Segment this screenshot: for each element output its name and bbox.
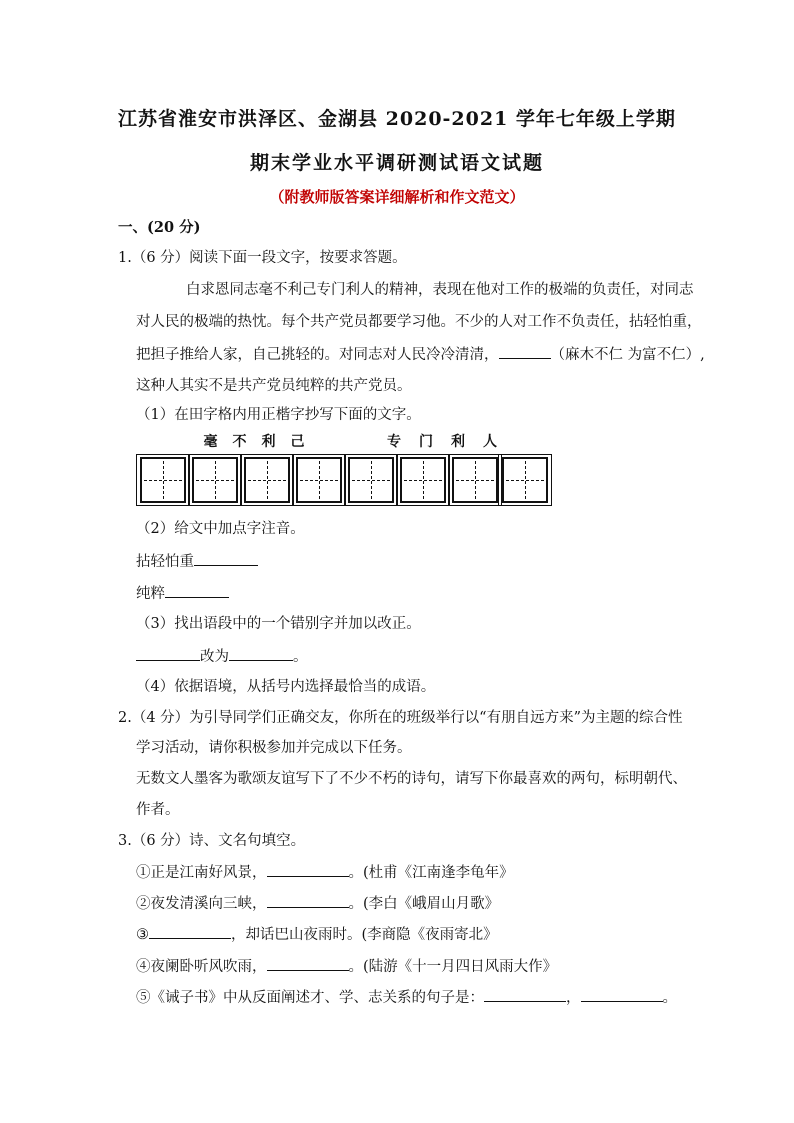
- pinyin-word-1: 拈轻怕重: [136, 554, 194, 570]
- pinyin-word-2: 纯粹: [136, 586, 165, 602]
- grid-char: 利: [261, 434, 276, 450]
- correction-row: [136, 646, 308, 667]
- q3-item-4-blank[interactable]: [267, 956, 349, 971]
- subtitle: （附教师版答案详细解析和作文范文）: [269, 188, 525, 206]
- passage-line-3-text: 把担子推给人家，自己挑轻的。对同志对人民冷冷清清，: [136, 347, 499, 363]
- q3-item-5-pre: ⑤《诫子书》中从反面阐述才、学、志关系的句子是：: [136, 990, 484, 1006]
- title-line-1: 江苏省淮安市洪泽区、金湖县 2020-2021 学年七年级上学期: [118, 108, 676, 130]
- grid-label-group-2: [378, 431, 506, 451]
- q3-item-2-post: 。(李白《峨眉山月歌》: [348, 896, 500, 912]
- grid-char: 门: [419, 434, 433, 450]
- grid-cell[interactable]: [348, 457, 394, 503]
- q3-intro: 3.（6 分）诗、文名句填空。: [118, 833, 306, 849]
- q3-item-1-pre: ①正是江南好风景，: [136, 865, 267, 881]
- grid-cell[interactable]: [400, 457, 446, 503]
- pinyin-item-1: [136, 551, 258, 572]
- grid-char: 人: [483, 434, 497, 450]
- q3-item-5: [136, 987, 677, 1008]
- q2-line-1: 2.（4 分）为引导同学们正确交友，你所在的班级举行以“有朋自远方来”为主题的综合性: [118, 710, 683, 726]
- q1-intro: 1.（6 分）阅读下面一段文字，按要求答题。: [118, 250, 407, 266]
- pinyin-blank-1[interactable]: [194, 551, 258, 566]
- q2-line-3: 无数文人墨客为歌颂友谊写下了不少不朽的诗句，请写下你最喜欢的两句，标明朝代、: [136, 771, 687, 787]
- q2-line-4: 作者。: [136, 802, 180, 818]
- correction-period: 。: [293, 649, 308, 665]
- q3-item-3-pre: ③: [136, 927, 149, 943]
- grid-cell[interactable]: [296, 457, 342, 503]
- q3-item-1-blank[interactable]: [267, 862, 349, 877]
- correction-label: 改为: [200, 649, 229, 665]
- passage-line-1: 白求恩同志毫不利己专门利人的精神，表现在他对工作的极端的负责任，对同志: [186, 282, 694, 298]
- q3-item-3-blank[interactable]: [149, 924, 231, 939]
- q3-item-1: [136, 862, 514, 883]
- q3-item-3: [136, 924, 498, 945]
- q1-sub3: （3）找出语段中的一个错别字并加以改正。: [136, 616, 421, 632]
- grid-char: 毫: [203, 434, 218, 450]
- q3-item-2: [136, 893, 499, 914]
- title-line-2: 期末学业水平调研测试语文试题: [249, 152, 544, 174]
- q3-item-1-post: 。(杜甫《江南逢李龟年》: [348, 865, 514, 881]
- pinyin-item-2: [136, 583, 229, 604]
- grid-char: 己: [290, 434, 305, 450]
- q3-item-4: [136, 956, 557, 977]
- idiom-blank[interactable]: [499, 344, 551, 359]
- q3-item-2-blank[interactable]: [267, 893, 349, 908]
- q3-item-4-post: 。(陆游《十一月四日风雨大作》: [348, 959, 558, 975]
- q2-line-2: 学习活动，请你积极参加并完成以下任务。: [136, 740, 412, 756]
- grid-cell[interactable]: [140, 457, 186, 503]
- grid-cell[interactable]: [452, 457, 498, 503]
- section-heading: 一、(20 分): [118, 219, 201, 236]
- grid-char: 专: [387, 434, 401, 450]
- grid-label-group-1: [196, 431, 312, 451]
- q3-item-5-blank-1[interactable]: [484, 987, 566, 1002]
- grid-cell[interactable]: [192, 457, 238, 503]
- pinyin-blank-2[interactable]: [165, 583, 229, 598]
- passage-line-3: [136, 344, 705, 365]
- q3-item-2-pre: ②夜发清溪向三峡，: [136, 896, 267, 912]
- correct-char-blank[interactable]: [229, 646, 293, 661]
- q3-item-5-comma: ，: [566, 990, 581, 1006]
- wrong-char-blank[interactable]: [136, 646, 200, 661]
- grid-char: 利: [451, 434, 465, 450]
- q1-sub2: （2）给文中加点字注音。: [136, 521, 305, 537]
- grid-char: 不: [232, 434, 247, 450]
- q1-sub4: （4）依据语境，从括号内选择最恰当的成语。: [136, 679, 436, 695]
- q3-item-4-pre: ④夜阑卧听风吹雨，: [136, 959, 267, 975]
- passage-line-4: 这种人其实不是共产党员纯粹的共产党员。: [136, 378, 412, 394]
- q3-item-3-post: ，却话巴山夜雨时。(李商隐《夜雨寄北》: [231, 927, 498, 943]
- grid-cell[interactable]: [244, 457, 290, 503]
- idiom-options: （麻木不仁 为富不仁）,: [550, 347, 705, 363]
- q1-sub1: （1）在田字格内用正楷字抄写下面的文字。: [136, 407, 421, 423]
- grid-cell[interactable]: [502, 457, 548, 503]
- passage-line-2: 对人民的极端的热忱。每个共产党员都要学习他。不少的人对工作不负责任，拈轻怕重，: [136, 314, 702, 330]
- q3-item-5-blank-2[interactable]: [581, 987, 663, 1002]
- q3-item-5-end: 。: [662, 990, 677, 1006]
